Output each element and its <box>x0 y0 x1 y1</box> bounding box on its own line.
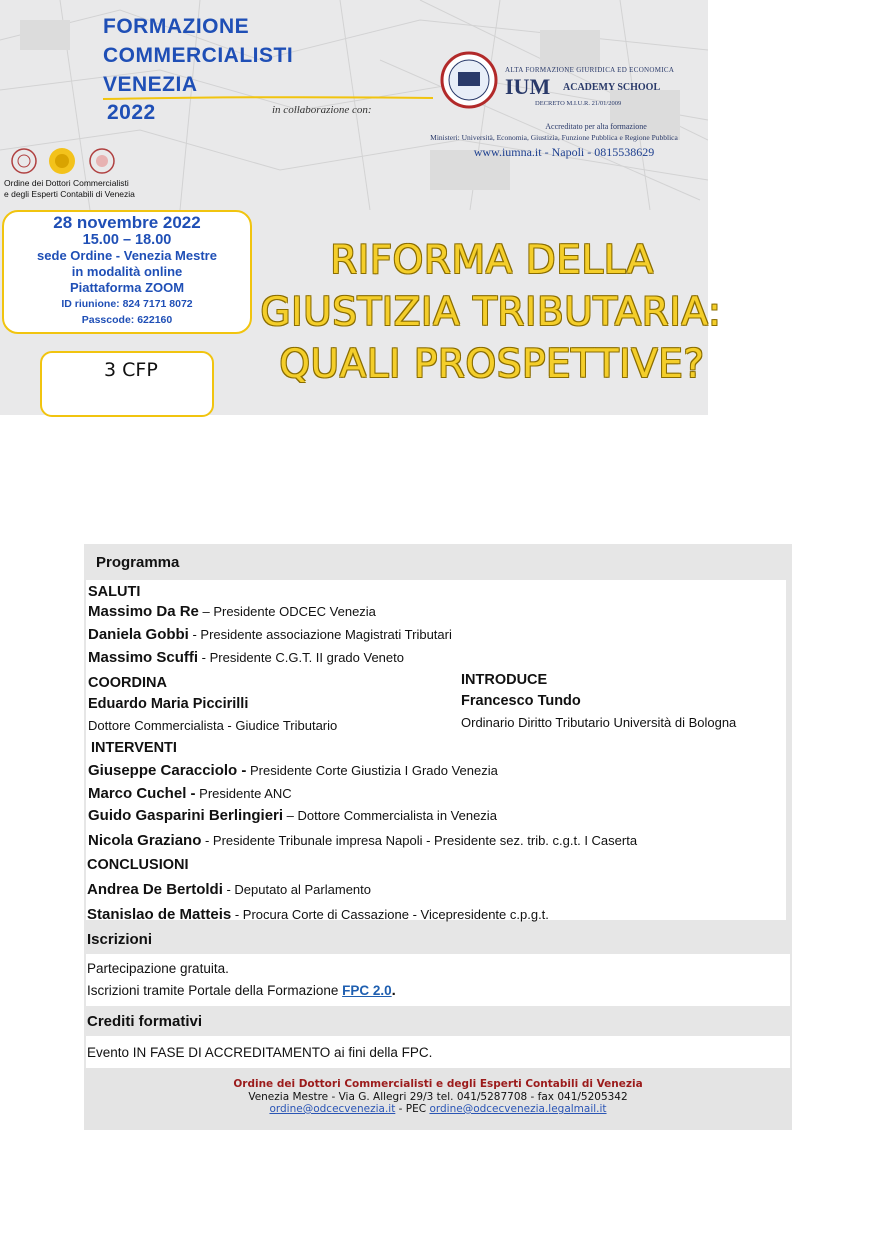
introduce-name: Francesco Tundo <box>461 693 581 709</box>
coordina-role: Dottore Commercialista - Giudice Tributario <box>88 718 338 733</box>
main-title-line-3: QUALI PROSPETTIVE? <box>279 342 705 387</box>
saluti-label: SALUTI <box>88 584 141 600</box>
ium-decree: DECRETO M.I.U.R. 21/01/2009 <box>535 100 622 107</box>
ium-accreditation: Accreditato per alta formazione <box>545 122 647 131</box>
formazione-title-line-2: COMMERCIALISTI <box>103 44 294 67</box>
conclusioni-row-2: Stanislao de Matteis - Procura Corte di Cassazione - Vicepresidente c.p.g.t. <box>87 906 549 923</box>
main-title-line-1: RIFORMA DELLA <box>330 238 654 283</box>
ium-seal-icon <box>440 50 498 110</box>
cfp-label: 3 CFP <box>104 359 158 381</box>
iscrizioni-line-2: Iscrizioni tramite Portale della Formazione FPC 2.0. <box>87 982 396 999</box>
conclusioni-label: CONCLUSIONI <box>87 857 189 873</box>
event-passcode: Passcode: 622160 <box>81 314 173 326</box>
footer-email-link[interactable]: ordine@odcecvenezia.it <box>269 1103 396 1115</box>
saluti-row-3: Massimo Scuffi - Presidente C.G.T. II grado Veneto <box>88 649 404 666</box>
event-meeting-id: ID riunione: 824 7171 8072 <box>61 298 193 310</box>
interventi-row-2: Marco Cuchel - Presidente ANC <box>88 785 292 802</box>
event-time: 15.00 – 18.00 <box>82 232 172 248</box>
crediti-text: Evento IN FASE DI ACCREDITAMENTO ai fini della FPC. <box>87 1045 433 1060</box>
ordine-label: Ordine dei Dottori Commercialisti e degli Esperti Contabili di Venezia <box>4 178 135 199</box>
event-date: 28 novembre 2022 <box>53 213 201 232</box>
saluti-row-1: Massimo Da Re – Presidente ODCEC Venezia <box>88 603 376 620</box>
formazione-title-line-4: 2022 <box>107 101 156 124</box>
footer-pec-link[interactable]: ordine@odcecvenezia.legalmail.it <box>429 1103 607 1115</box>
event-platform: Piattaforma ZOOM <box>69 280 185 295</box>
ium-tagline: ALTA FORMAZIONE GIURIDICA ED ECONOMICA <box>505 66 675 74</box>
crediti-heading: Crediti formativi <box>87 1013 203 1030</box>
event-mode: in modalità online <box>71 264 183 279</box>
title-underline <box>103 96 433 102</box>
ium-name: IUM <box>505 74 551 99</box>
iscrizioni-header-bar <box>84 924 792 954</box>
coordina-name: Eduardo Maria Piccirilli <box>88 696 249 712</box>
iscrizioni-line-1: Partecipazione gratuita. <box>87 961 229 976</box>
ium-school: ACADEMY SCHOOL <box>563 82 661 93</box>
interventi-label: INTERVENTI <box>91 740 177 756</box>
footer-contacts: ordine@odcecvenezia.it - PEC ordine@odcecvenezia.legalmail.it <box>269 1103 607 1115</box>
main-title-line-2: GIUSTIZIA TRIBUTARIA: <box>260 290 722 335</box>
programma-heading: Programma <box>96 554 180 571</box>
interventi-row-1: Giuseppe Caracciolo - Presidente Corte Giustizia I Grado Venezia <box>88 762 498 779</box>
iscrizioni-left-border <box>84 954 86 1006</box>
crediti-left-border <box>84 1036 86 1068</box>
iscrizioni-heading: Iscrizioni <box>87 931 153 948</box>
event-place: sede Ordine - Venezia Mestre <box>37 248 217 263</box>
ordine-logos-icon <box>10 146 125 176</box>
ium-web: www.iumna.it - Napoli - 0815538629 <box>473 145 655 159</box>
iscrizioni-right-border <box>790 954 792 1006</box>
coordina-label: COORDINA <box>88 675 167 691</box>
footer-org: Ordine dei Dottori Commercialisti e degli Esperti Contabili di Venezia <box>233 1078 643 1090</box>
header-banner <box>0 0 722 415</box>
formazione-title-line-1: FORMAZIONE <box>103 15 250 38</box>
cfp-box <box>40 351 214 415</box>
ium-ministries: Ministeri: Università, Economia, Giustizia, Funzione Pubblica e Regione Pubblica <box>430 133 678 142</box>
collaboration-label: in collaborazione con: <box>272 104 372 116</box>
interventi-row-3: Guido Gasparini Berlingieri – Dottore Commercialista in Venezia <box>88 807 497 824</box>
formazione-title-line-3: VENEZIA <box>103 73 198 96</box>
fpc-link[interactable]: FPC 2.0 <box>342 983 392 998</box>
conclusioni-row-1: Andrea De Bertoldi - Deputato al Parlamento <box>87 881 371 898</box>
event-details-box <box>2 210 252 334</box>
footer <box>84 1068 792 1130</box>
footer-address: Venezia Mestre - Via G. Allegri 29/3 tel. 041/5287708 - fax 041/5205342 <box>248 1090 628 1103</box>
introduce-label: INTRODUCE <box>461 672 548 688</box>
interventi-row-4: Nicola Graziano - Presidente Tribunale impresa Napoli - Presidente sez. trib. c.g.t. I Caserta <box>88 832 638 849</box>
saluti-row-2: Daniela Gobbi - Presidente associazione Magistrati Tributari <box>88 626 452 643</box>
introduce-role: Ordinario Diritto Tributario Università di Bologna <box>461 715 737 730</box>
crediti-right-border <box>790 1036 792 1068</box>
